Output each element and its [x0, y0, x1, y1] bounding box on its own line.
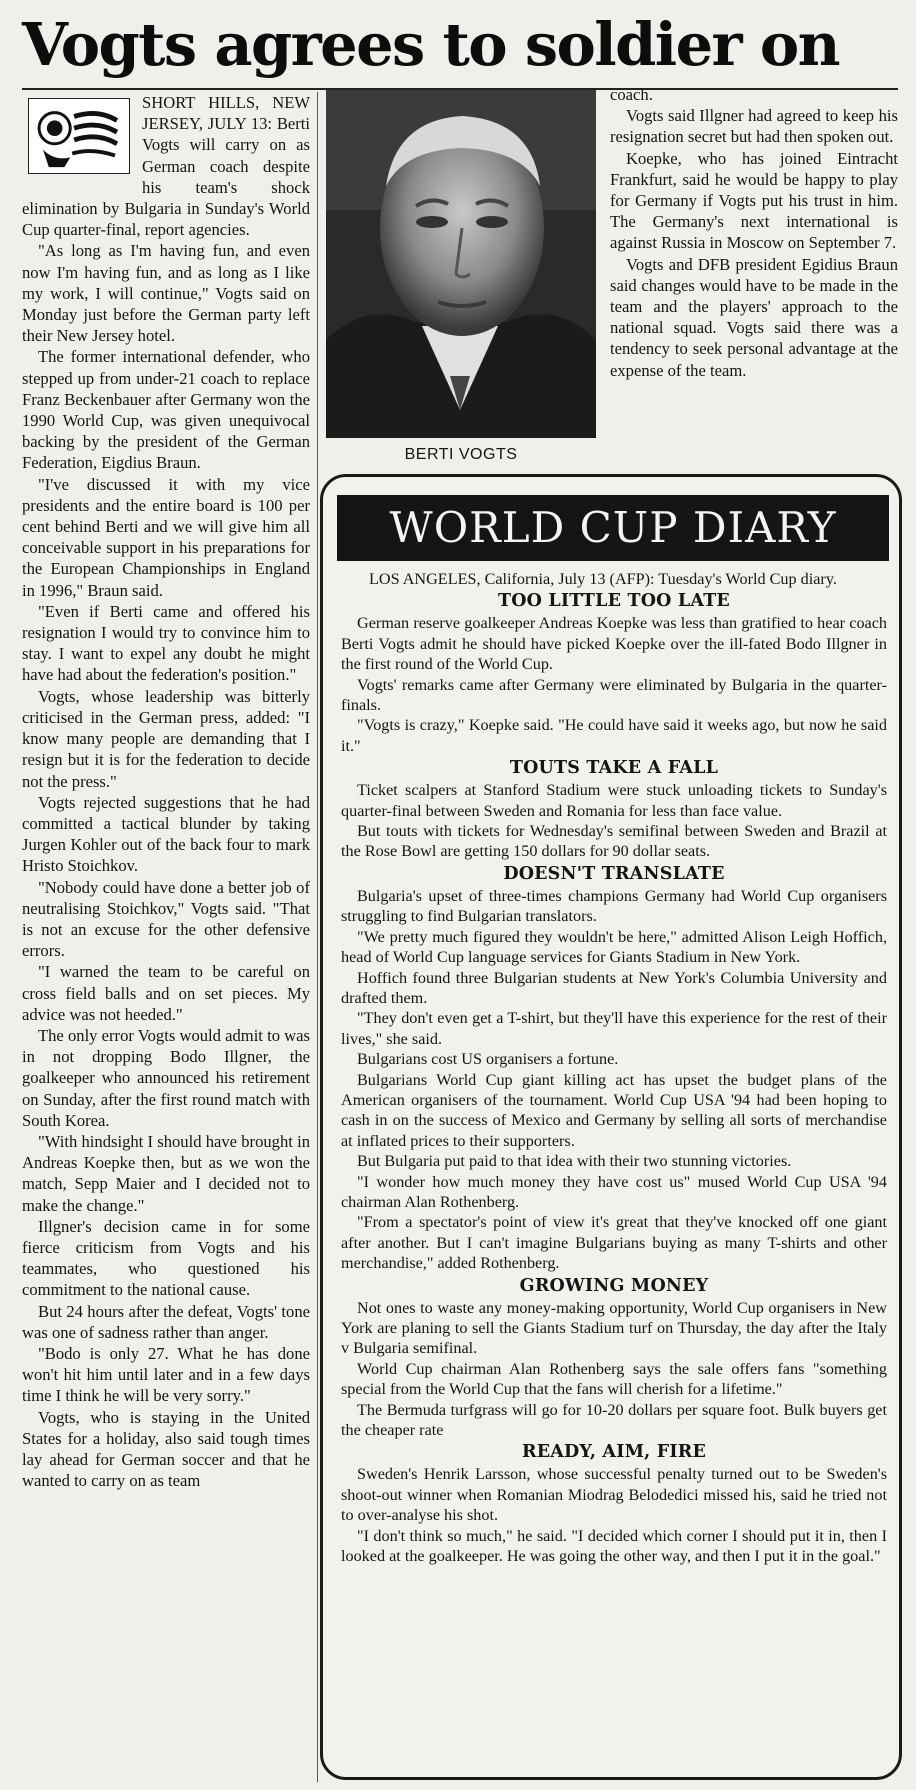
world-cup-logo-icon: [28, 98, 130, 174]
diary-paragraph: Bulgaria's upset of three-times champions Germany had World Cup organisers struggling to find Bulgarian translators.: [341, 886, 887, 926]
story-paragraph: Koepke, who has joined Eintracht Frankfurt, said he would be happy to play for Germany if Vogts put his trust in him. The Germany's next international is against Russia in Moscow on September 7.: [610, 148, 898, 253]
story-paragraph: Vogts rejected suggestions that he had committed a tactical blunder by taking Jurgen Kohler out of the back four to mark Hristo Stoichkov.: [22, 792, 310, 876]
story-paragraph: "Even if Berti came and offered his resignation I would try to convince him to stay. I want to expel any doubt he might have had about the federation's position.": [22, 601, 310, 685]
diary-paragraph: Hoffich found three Bulgarian students at New York's Columbia University and drafted them.: [341, 968, 887, 1007]
diary-paragraph: "We pretty much figured they wouldn't be here," admitted Alison Leigh Hoffich, head of World Cup language services for Giants Stadium in New York.: [341, 927, 887, 967]
story-paragraph: The former international defender, who stepped up from under-21 coach to replace Franz Beckenbauer after Germany won the 1990 World Cup, was given unequivocal backing by the president of the German Federation, Eigdius Braun.: [22, 347, 310, 473]
diary-section-heading: TOO LITTLE TOO LATE: [498, 591, 730, 612]
diary-section-heading: GROWING MONEY: [519, 1275, 709, 1296]
diary-paragraph: Bulgarians World Cup giant killing act has upset the budget plans of the American organisers of the tournament. World Cup USA '94 had been hoping to cash in on the success of Mexico and Germany by selling all sorts of merchandise at inflated prices to their supporters.: [341, 1070, 887, 1150]
diary-paragraph: "I wonder how much money they have cost us" mused World Cup USA '94 chairman Alan Rothenberg.: [341, 1172, 887, 1211]
story-paragraph: Vogts, whose leadership was bitterly criticised in the German press, added: "I know many people are demanding that I resign but it is for the federation to decide not the press.": [22, 686, 310, 791]
story-paragraph: coach.: [610, 85, 653, 104]
berti-vogts-photo: [326, 90, 596, 438]
story-paragraph: Berti Vogts will carry on as German coach despite his team's shock elimination by Bulgaria in Sunday's World Cup quarter-final, report agencies.: [22, 114, 310, 240]
main-story: [22, 92, 310, 1491]
diary-paragraph: Ticket scalpers at Stanford Stadium were stuck unloading tickets to Sunday's quarter-final between Sweden and Romania for less than face value.: [341, 781, 887, 820]
photo-caption: BERTI VOGTS: [404, 446, 518, 463]
diary-paragraph: But touts with tickets for Wednesday's semifinal between Sweden and Brazil at the Rose Bowl are getting 150 dollars for 90 dollar seats.: [341, 822, 887, 861]
diary-paragraph: "I don't think so much," he said. "I decided which corner I should put it in, then I looked at the goalkeeper. He was going the other way, and then I put it in the goal.": [341, 1526, 887, 1566]
diary-paragraph: Vogts' remarks came after Germany were eliminated by Bulgaria in the quarter-finals.: [341, 675, 887, 715]
diary-paragraph: "They don't even get a T-shirt, but they'll have this experience for the rest of their lives," she said.: [341, 1009, 887, 1048]
diary-body: [341, 569, 887, 1566]
diary-paragraph: "Vogts is crazy," Koepke said. "He could have said it weeks ago, but now he said it.": [341, 716, 887, 755]
story-paragraph: Illgner's decision came in for some fierce criticism from Vogts and his teammates, who questioned his commitment to the national cause.: [22, 1216, 310, 1300]
story-dateline: SHORT HILLS, NEW JERSEY, JULY 13:: [142, 93, 310, 134]
diary-section-heading: READY, AIM, FIRE: [521, 1442, 707, 1463]
diary-paragraph: Sweden's Henrik Larsson, whose successful penalty turned out to be Sweden's shoot-out winner when Romanian Miodrag Belodedici missed his, said he tried not to over-analyse his shot.: [341, 1465, 887, 1525]
diary-section-heading: TOUTS TAKE A FALL: [509, 758, 719, 779]
diary-paragraph: Not ones to waste any money-making opportunity, World Cup organisers in New York are planing to sell the Giants Stadium turf on Thursday, the day after the Italy v Bulgaria semifinal.: [341, 1298, 887, 1358]
column-rule: [317, 92, 318, 1782]
story-paragraph: "I've discussed it with my vice presidents and the entire board is 100 per cent behind Berti and we will give him all conceivable support in his preparations for the European Championships in England in 1996," Braun said.: [22, 474, 310, 600]
headline: Vogts agrees to soldier on: [22, 10, 839, 79]
story-paragraph: The only error Vogts would admit to was in not dropping Bodo Illgner, the goalkeeper who announced his retirement on Sunday, after the first round match with South Korea.: [22, 1025, 310, 1130]
diary-paragraph: But Bulgaria put paid to that idea with their two stunning victories.: [357, 1152, 792, 1171]
story-paragraph: "Bodo is only 27. What he has done won't hit him until later and in a few days time I think he will be very sorry.": [22, 1343, 310, 1406]
story-paragraph: "Nobody could have done a better job of neutralising Stoichkov," Vogts said. "That is not an excuse for the other defensive errors.: [22, 877, 310, 961]
world-cup-diary-box: [320, 474, 902, 1780]
diary-lead: LOS ANGELES, California, July 13 (AFP): Tuesday's World Cup diary.: [369, 570, 837, 588]
story-paragraph: "With hindsight I should have brought in Andreas Koepke then, but as we won the match, Sepp Maier and I decided not to make the change.": [22, 1131, 310, 1215]
story-paragraph: Vogts and DFB president Egidius Braun said changes would have to be made in the team and the players' approach to the national squad. Vogts said there was a tendency to seek personal advantage at the expense of the team.: [610, 254, 898, 380]
diary-banner: WORLD CUP DIARY: [337, 495, 889, 561]
story-continuation: [610, 84, 898, 381]
story-paragraph: "As long as I'm having fun, and even now I'm having fun, and as long as I like my work, I will continue," Vogts said on Monday just before the German party left their New Jersey hotel.: [22, 241, 310, 346]
story-paragraph: Vogts said Illgner had agreed to keep his resignation secret but had then spoken out.: [610, 106, 898, 147]
story-paragraph: "I warned the team to be careful on cross field balls and on set pieces. My advice was not heeded.": [22, 962, 310, 1024]
diary-paragraph: Bulgarians cost US organisers a fortune.: [357, 1050, 619, 1069]
diary-paragraph: German reserve goalkeeper Andreas Koepke was less than gratified to hear coach Berti Vogts admit he should have picked Koepke over the ill-fated Bodo Illgner in the first round of the World Cup.: [341, 614, 887, 674]
diary-paragraph: "From a spectator's point of view it's great that they've knocked off one giant after another. But I can't imagine Bulgarians buying as many T-shirts and other merchandise," added Rothenberg.: [341, 1213, 887, 1273]
diary-paragraph: The Bermuda turfgrass will go for 10-20 dollars per square foot. Bulk buyers get the cheaper rate: [341, 1400, 887, 1440]
diary-paragraph: World Cup chairman Alan Rothenberg says the sale offers fans "something special from the World Cup that the fans will cherish for a lifetime.": [341, 1359, 887, 1399]
story-paragraph: But 24 hours after the defeat, Vogts' tone was one of sadness rather than anger.: [22, 1301, 310, 1342]
diary-section-heading: DOESN'T TRANSLATE: [503, 863, 725, 884]
story-paragraph: Vogts, who is staying in the United States for a holiday, also said tough times lay ahead for German soccer and that he wanted to carry on as team: [22, 1407, 310, 1491]
